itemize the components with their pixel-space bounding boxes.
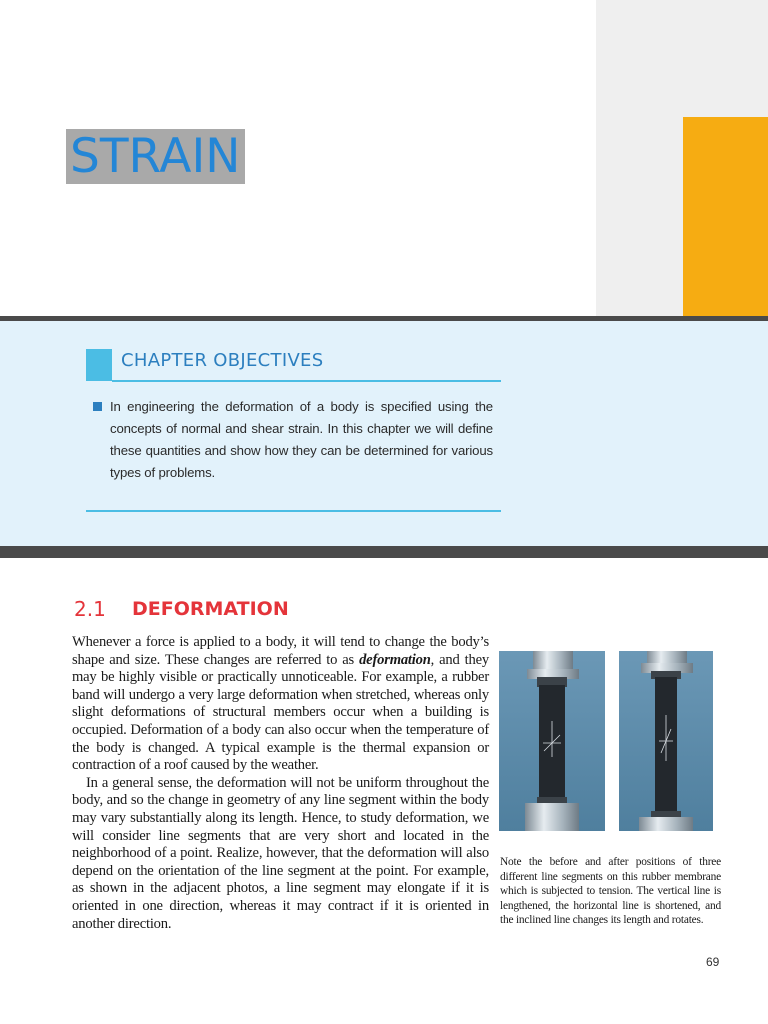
term-deformation: deformation bbox=[359, 651, 431, 668]
section-number: 2.1 bbox=[74, 597, 106, 621]
divider-bottom bbox=[0, 546, 768, 558]
figure-caption: Note the before and after positions of three different line segments on this rubber membrane which is subjected to tension. The vertical line is lengthened, the horizontal line is shortened, and the inclined line changes its length and rotates. bbox=[500, 856, 721, 926]
chapter-title: STRAIN bbox=[66, 129, 245, 184]
objectives-marker bbox=[86, 349, 112, 381]
paragraph-1-start: Whenever a force is applied to a body, it will tend to change the body’s shape and size. These changes are referred to as bbox=[72, 634, 489, 668]
paragraph-2: In a general sense, the deformation will not be uniform throughout the body, and so the change in geometry of any line segment within the body may vary substantially along its length. Hence, to study deformation, we will consider line segments that are very short and located in the neighborhood of a point. Realize, however, that the deformation will also depend on the orientation of the line segment at the point. For example, as shown in the adjacent photos, a line segment may elongate if it is oriented in one direction, whereas it may contract if it is oriented in another direction. bbox=[72, 774, 489, 932]
objectives-heading: CHAPTER OBJECTIVES bbox=[121, 350, 324, 371]
bullet-square-icon bbox=[93, 402, 102, 411]
page-number: 69 bbox=[706, 955, 720, 969]
objectives-rule-top bbox=[112, 380, 501, 382]
paragraph-1-end: , and they may be highly visible or practically unnoticeable. For example, a rubber band will undergo a very large deformation when stretched, whereas only slight deformations of structural members occur when a building is occupied. Deformation of a body can also occur when the temperature of the body is changed. A typical example is the thermal expansion or contraction of a roof caused by the weather. bbox=[72, 651, 489, 774]
objectives-text: In engineering the deformation of a body is specified using the concepts of normal and shear strain. In this chapter we will define these quantities and show how they can be determined for various types of problems. bbox=[110, 399, 493, 480]
photo-before bbox=[499, 651, 605, 831]
objectives-rule-bottom bbox=[86, 510, 501, 512]
body-text bbox=[72, 634, 489, 933]
photo-after bbox=[619, 651, 713, 831]
paragraph-1 bbox=[72, 634, 489, 775]
section-title: DEFORMATION bbox=[132, 598, 289, 620]
chapter-tab bbox=[683, 117, 768, 316]
